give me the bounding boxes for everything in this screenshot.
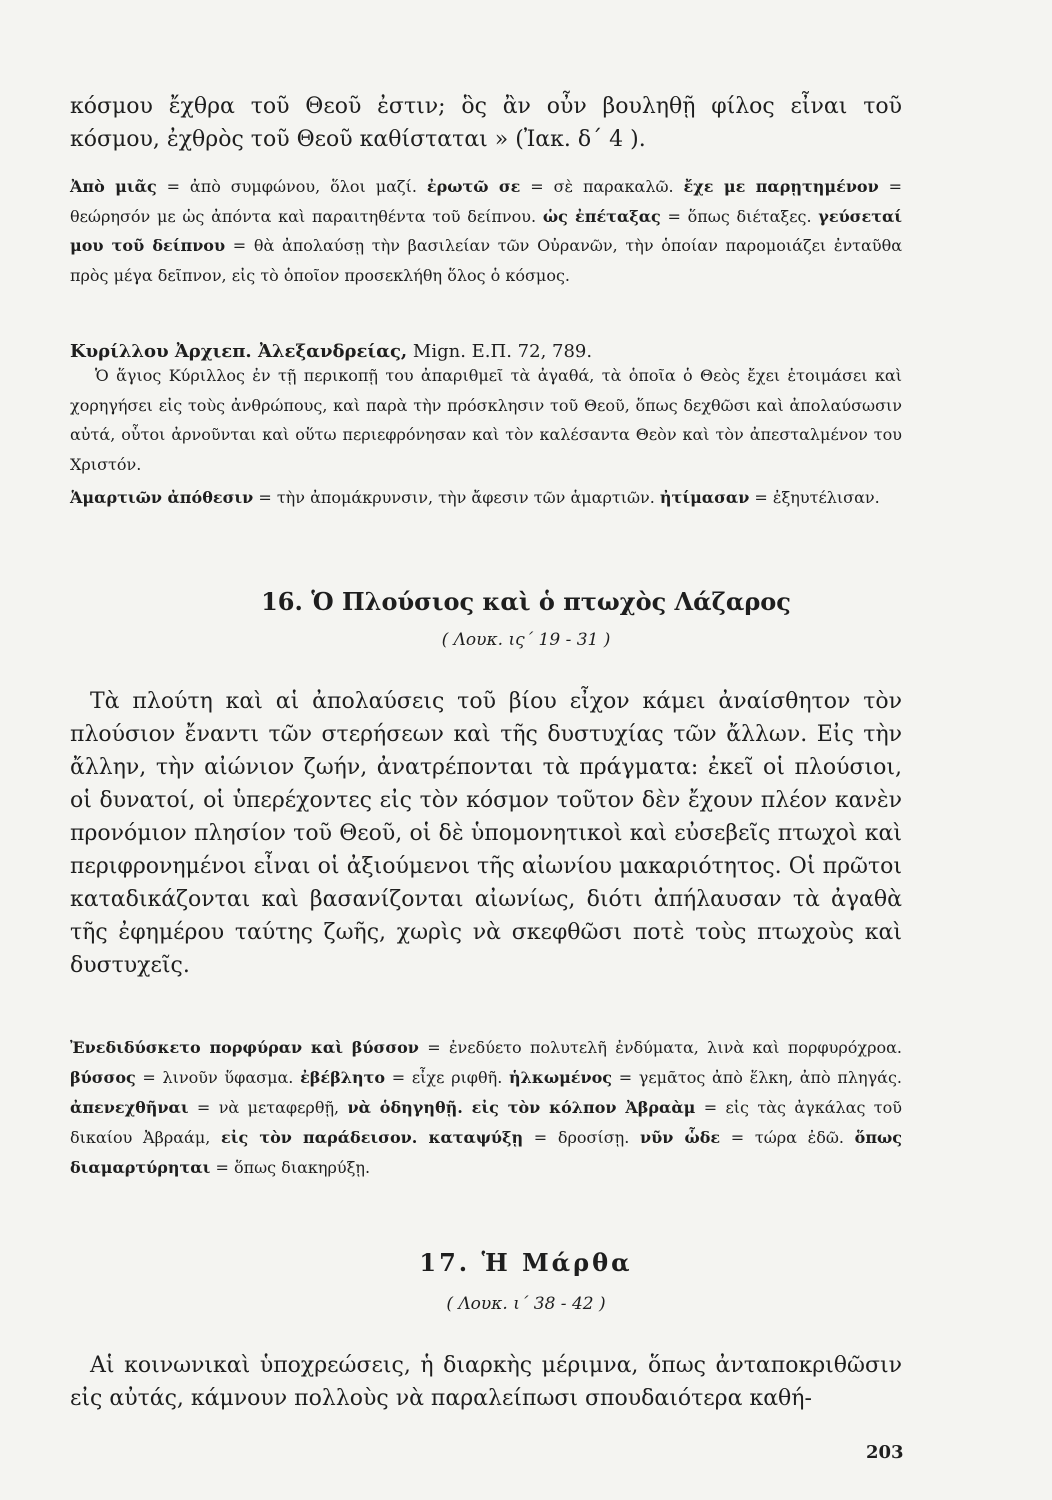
gloss-definition: = γεμᾶτος ἀπὸ ἕλκη, ἀπὸ πληγάς.: [612, 1068, 903, 1087]
gloss-definition: = τώρα ἐδῶ.: [720, 1128, 855, 1147]
gloss-term: γεύσεταί μου τοῦ δείπνου: [70, 206, 903, 255]
gloss-definition: = θεώρησόν με ὡς ἀπόντα καὶ παραιτηθέντα τοῦ δείπνου.: [70, 177, 903, 226]
gloss-term: Ἁμαρτιῶν ἀπόθεσιν: [70, 488, 254, 507]
gloss-definition: = σὲ παρακαλῶ.: [520, 177, 684, 196]
gloss-term: νῦν ὧδε: [640, 1128, 721, 1147]
gloss-term: Ἐνεδιδύσκετο πορφύραν καὶ βύσσον: [70, 1038, 419, 1057]
cyril-commentary: Ὁ ἅγιος Κύριλλος ἐν τῇ περικοπῇ του ἀπαριθμεῖ τὰ ἀγαθά, τὰ ὁποῖα ὁ Θεὸς ἔχει ἑτοιμάσει καὶ χορηγήσει εἰς τοὺς ἀνθρώπους, καὶ παρὰ τὴν πρόσκλησιν τοῦ Θεοῦ, ὅπως δεχθῶσι καὶ ἀπολαύσωσιν αὐτά, οὗτοι ἀρνοῦνται καὶ οὕτω περιεφρόνησαν καὶ τὸν καλέσαντα Θεὸν καὶ τὸν ἀπεσταλμένον του Χριστόν.: [70, 366, 902, 474]
source-title: Κυρίλλου Ἀρχιεπ. Ἀλεξανδρείας,: [70, 341, 408, 362]
gloss-definition: = λινοῦν ὕφασμα.: [135, 1068, 301, 1087]
gloss-definition: = ἐνεδύετο πολυτελῆ ἐνδύματα, λινὰ καὶ πορφυρόχροα.: [418, 1038, 902, 1057]
section-17-reference: ( Λουκ. ι΄ 38 - 42 ): [446, 1294, 606, 1314]
section-17-body: Αἱ κοινωνικαὶ ὑποχρεώσεις, ἡ διαρκὴς μέριμνα, ὅπως ἀνταποκριθῶσιν εἰς αὐτάς, κάμνουν πολλοὺς νὰ παραλείπωσι σπουδαιότερα καθή-: [70, 1353, 902, 1411]
gloss-definition: = θὰ ἀπολαύσῃ τὴν βασιλείαν τῶν Οὐρανῶν, τὴν ὁποίαν παρομοιάζει ἐνταῦθα πρὸς μέγα δεῖπνον, εἰς τὸ ὁποῖον προσεκλήθη ὅλος ὁ κόσμος.: [70, 236, 903, 285]
section-16-body: Τὰ πλούτη καὶ αἱ ἀπολαύσεις τοῦ βίου εἶχον κάμει ἀναίσθητον τὸν πλούσιον ἔναντι τῶν στερήσεων καὶ τῆς δυστυχίας τῶν ἄλλων. Εἰς τὴν ἄλλην, τὴν αἰώνιον ζωήν, ἀνατρέπονται τὰ πράγματα: ἐκεῖ οἱ πλούσιοι, οἱ δυνατοί, οἱ ὑπερέχοντες εἰς τὸν κόσμον τοῦτον δὲν ἔχουν πλέον κανὲν προνόμιον πλησίον τοῦ Θεοῦ, οἱ δὲ ὑπομονητικοὶ καὶ εὐσεβεῖς πτωχοὶ καὶ περιφρονημένοι εἶναι οἱ ἀξιούμενοι τῆς αἰωνίου μακαριότητος. Οἱ πρῶτοι καταδικάζονται καὶ βασανίζονται αἰωνίως, διότι ἀπήλαυσαν τὰ ἀγαθὰ τῆς ἐφημέρου ταύτης ζωῆς, χωρὶς νὰ σκεφθῶσι ποτὲ τοὺς πτωχοὺς καὶ δυστυχεῖς.: [70, 689, 902, 978]
gloss-term: εἰς τὸν παράδεισον. καταψύξῃ: [221, 1128, 524, 1147]
gloss-definition: = δροσίσῃ.: [523, 1128, 640, 1147]
gloss-term: ἡλκωμένος: [508, 1068, 613, 1087]
gloss-term: ὡς ἐπέταξας: [542, 206, 661, 226]
gloss-definition: = νὰ μεταφερθῇ,: [188, 1098, 348, 1117]
gloss-term: Ἀπὸ μιᾶς: [70, 177, 157, 196]
gloss-term: ἀπενεχθῆναι: [70, 1098, 189, 1117]
glossary-1: [70, 172, 902, 290]
glossary-2: [70, 483, 902, 513]
gloss-definition: = εἰς τὰς ἀγκάλας τοῦ δικαίου Ἀβραάμ,: [70, 1098, 903, 1147]
source-reference: Mign. E.Π. 72, 789.: [407, 341, 593, 362]
gloss-term: ἠτίμασαν: [659, 488, 750, 507]
section-16-title: 16. Ὁ Πλούσιος καὶ ὁ πτωχὸς Λάζαρος: [261, 587, 791, 616]
gloss-term: ὅπως διαμαρτύρηται: [70, 1128, 902, 1177]
gloss-definition: = ἀπὸ συμφώνου, ὅλοι μαζί.: [156, 177, 427, 196]
glossary-3: [70, 1033, 902, 1183]
gloss-term: ἐρωτῶ σε: [426, 177, 521, 196]
gloss-definition: = εἶχε ριφθῆ.: [385, 1068, 509, 1087]
page-number: 203: [866, 1442, 904, 1463]
gloss-definition: = ὅπως διακηρύξῃ.: [210, 1158, 371, 1177]
gloss-definition: = ὅπως διέταξες.: [660, 206, 819, 226]
gloss-term: βύσσος: [70, 1068, 136, 1087]
gloss-definition: = τὴν ἀπομάκρυνσιν, τὴν ἄφεσιν τῶν ἁμαρτιῶν.: [253, 488, 660, 507]
gloss-term: νὰ ὁδηγηθῇ. εἰς τὸν κόλπον Ἀβραὰμ: [347, 1098, 696, 1117]
gloss-term: ἐβέβλητο: [300, 1068, 386, 1087]
gloss-definition: = ἐξηυτέλισαν.: [749, 488, 880, 507]
section-17-title: 17. Ἡ Μάρθα: [419, 1248, 633, 1277]
intro-quote: κόσμου ἔχθρα τοῦ Θεοῦ ἐστιν; ὃς ἂν οὖν βουληθῇ φίλος εἶναι τοῦ κόσμου, ἐχθρὸς τοῦ Θεοῦ καθίσταται » (Ἰακ. δ΄ 4 ).: [70, 94, 902, 152]
section-16-reference: ( Λουκ. ις΄ 19 - 31 ): [441, 630, 611, 650]
gloss-term: ἔχε με παρῃτημένον: [683, 177, 879, 196]
